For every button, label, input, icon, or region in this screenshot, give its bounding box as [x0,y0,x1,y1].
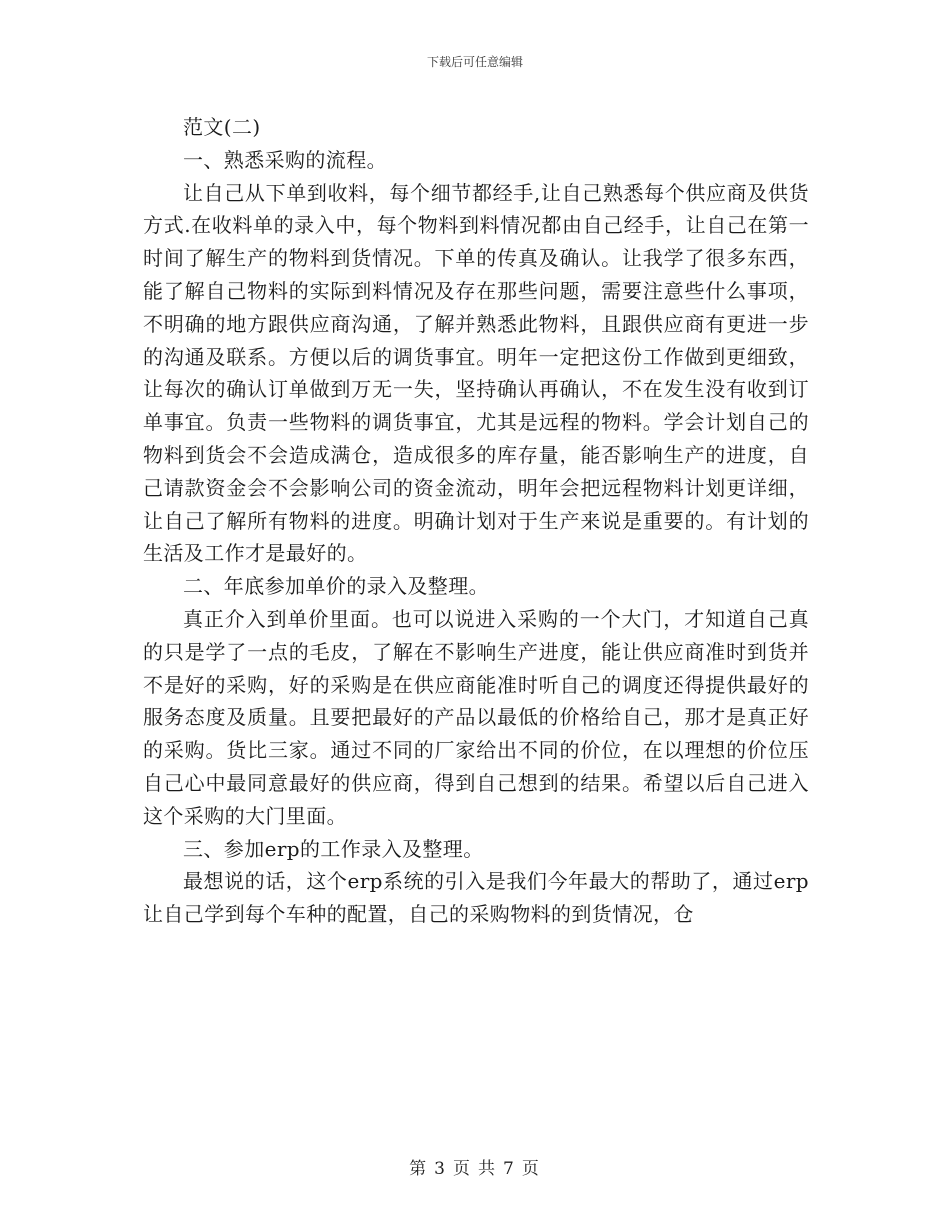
footer-label-total: 共 [478,1159,497,1179]
footer-label-prefix: 第 [409,1159,429,1179]
section-heading-sample: 范文(二) [183,115,261,139]
page-header: 下载后可任意编辑 [426,55,523,69]
document-body [143,111,809,931]
paragraph-1: 让自己从下单到收料，每个细节都经手,让自己熟悉每个供应商及供货方式.在收料单的录入中，每个物料到料情况都由自己经手，让自己在第一时间了解生产的物料到货情况。下单的传真及确认。让我学了很多东西，能了解自己物料的实际到料情况及存在那些问题，需要注意些什么事项，不明确的地方跟供应商沟通，了解并熟悉此物料，且跟供应商有更进一步的沟通及联系。方便以后的调货事宜。明年一定把这份工作做到更细致，让每次的确认订单做到万无一失，坚持确认再确认，不在发生没有收到订单事宜。负责一些物料的调货事宜，尤其是远程的物料。学会计划自己的物料到货会不会造成满仓，造成很多的库存量，能否影响生产的进度，自己请款资金会不会影响公司的资金流动，明年会把远程物料计划更详细，让自己了解所有物料的进度。明确计划对于生产来说是重要的。有计划的生活及工作才是最好的。 [143,180,809,566]
paragraph-3: 最想说的话，这个erp系统的引入是我们今年最大的帮助了，通过erp让自己学到每个车种的配置，自己的采购物料的到货情况，仓 [143,869,809,927]
footer-label-suffix: 页 [521,1159,541,1179]
section-heading-3: 三、参加erp的工作录入及整理。 [183,836,484,861]
paragraph-2: 真正介入到单价里面。也可以说进入采购的一个大门，才知道自己真的只是学了一点的毛皮，了解在不影响生产进度，能让供应商准时到货并不是好的采购，好的采购是在供应商能准时听自己的调度还得提供最好的服务态度及质量。且要把最好的产品以最低的价格给自己，那才是真正好的采购。货比三家。通过不同的厂家给出不同的价位，在以理想的价位压自己心中最同意最好的供应商，得到自己想到的结果。希望以后自己进入这个采购的大门里面。 [143,606,809,828]
current-page-number: 3 [434,1159,447,1179]
footer-label-page: 页 [453,1159,472,1179]
section-heading-1: 一、熟悉采购的流程。 [183,147,387,172]
page-footer [0,1154,950,1179]
section-heading-2: 二、年底参加单价的录入及整理。 [183,574,489,599]
total-page-number: 7 [503,1159,516,1179]
